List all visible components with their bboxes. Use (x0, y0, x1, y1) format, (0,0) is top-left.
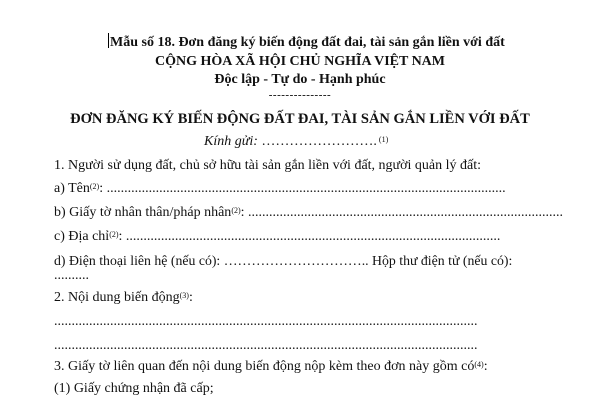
address-label: c) Địa chỉ (54, 229, 110, 244)
header-divider: --------------- (268, 89, 332, 101)
section2-heading (54, 289, 193, 307)
recipient-label: Kính gửi: (204, 134, 262, 149)
address-note: (2) (109, 230, 119, 239)
name-label: a) Tên (54, 181, 90, 196)
name-field (54, 180, 506, 198)
section3-heading-text: 3. Giấy tờ liên quan đến nội dung biến động nộp kèm theo đơn này gồm có (54, 359, 475, 374)
section1-heading: 1. Người sử dụng đất, chủ sở hữu tài sản gắn liền với đất, người quản lý đất: (54, 158, 482, 173)
form-number (108, 33, 505, 52)
phone-field-cont: .......... (54, 268, 89, 283)
motto: Độc lập - Tự do - Hạnh phúc (214, 72, 386, 87)
name-note: (2) (89, 182, 100, 191)
recipient-note: (1) (376, 135, 389, 144)
section3-note: (4) (474, 360, 484, 369)
form-number-text: Mẫu số 18. Đơn đăng ký biến động đất đai, tài sản gắn liền với đất (110, 35, 505, 50)
section2-line-2: ......................................................................................................................... (54, 338, 478, 353)
id-label: b) Giấy tờ nhân thân/pháp nhân (54, 205, 232, 220)
address-dots: : ........................................................................................................... (118, 229, 501, 244)
country-name: CỘNG HÒA XÃ HỘI CHỦ NGHĨA VIỆT NAM (154, 54, 445, 69)
id-field (54, 204, 563, 222)
section2-note: (3) (179, 291, 189, 300)
section3-heading (54, 358, 488, 376)
text-cursor (108, 33, 109, 48)
id-dots: : .......................................................................................... (240, 205, 564, 220)
section2-colon: : (188, 290, 193, 305)
id-note: (2) (231, 206, 241, 215)
section2-line-1: ......................................................................................................................... (54, 314, 478, 329)
recipient-line (204, 133, 388, 151)
section2-heading-text: 2. Nội dung biến động (54, 290, 180, 305)
name-dots: : .................................................................................................................. (99, 181, 506, 196)
address-field (54, 228, 500, 246)
phone-field: d) Điện thoại liên hệ (nếu có): ………………………….. Hộp thư điện tử (nếu có): (54, 253, 513, 268)
section3-colon: : (483, 359, 488, 374)
section3-item-1: (1) Giấy chứng nhận đã cấp; (54, 381, 214, 396)
recipient-dots: ……………………. (261, 134, 377, 149)
form-title: ĐƠN ĐĂNG KÝ BIẾN ĐỘNG ĐẤT ĐAI, TÀI SẢN GẮN LIỀN VỚI ĐẤT (70, 111, 530, 127)
